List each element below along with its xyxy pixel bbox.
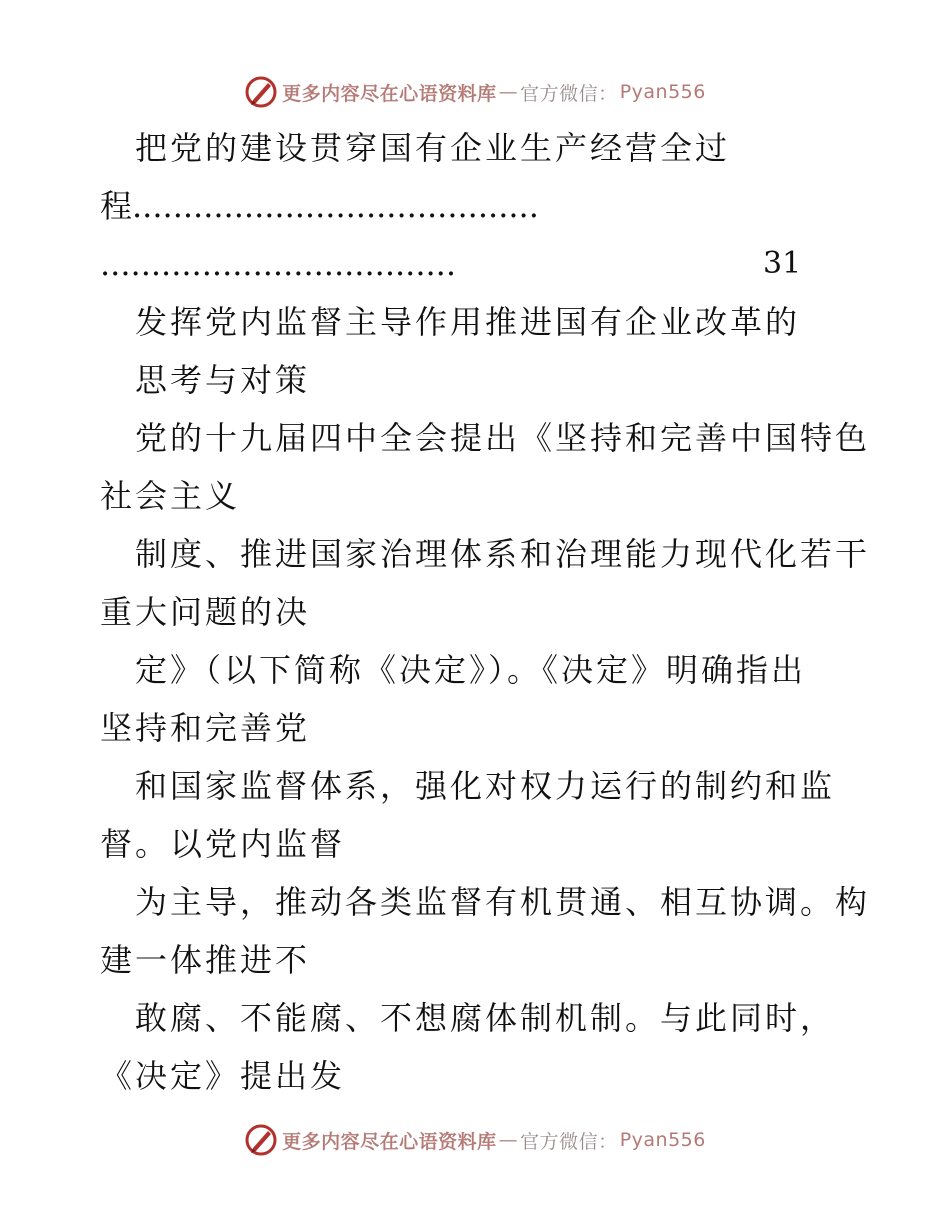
watermark-site-name: 更多内容尽在心语资料库	[282, 1130, 497, 1153]
pen-logo-icon	[244, 1123, 278, 1157]
body-line: 重大问题的决	[100, 593, 311, 631]
watermark-dash: —	[498, 81, 519, 103]
watermark-wechat-label: 官方微信：	[520, 1130, 618, 1153]
toc-page-number: 31	[763, 246, 802, 281]
body-line: 党的十九届四中全会提出《坚持和完善中国特色	[135, 419, 871, 457]
footer-watermark	[0, 1120, 950, 1160]
toc-entry-title-line2: 程	[100, 187, 136, 225]
article-title-line1: 发挥党内监督主导作用推进国有企业改革的	[135, 303, 801, 341]
watermark-site-name: 更多内容尽在心语资料库	[282, 82, 497, 105]
body-line: 敢腐、不能腐、不想腐体制机制。与此同时，	[135, 999, 836, 1037]
toc-leader-dots-line3: ...................................	[100, 245, 457, 283]
body-line: 定》（以下简称《决定》）。《决定》明确指出	[135, 651, 807, 689]
article-title-line2: 思考与对策	[135, 361, 311, 399]
toc-leader-dots-line2: ........................................	[132, 187, 539, 225]
body-line: 制度、推进国家治理体系和治理能力现代化若干	[135, 535, 871, 573]
body-line: 《决定》提出发	[100, 1057, 346, 1095]
body-line: 督。以党内监督	[100, 825, 346, 863]
watermark-wechat-id: Pyan556	[619, 1129, 706, 1151]
body-line: 坚持和完善党	[100, 709, 311, 747]
body-line: 建一体推进不	[100, 941, 311, 979]
body-line: 为主导，推动各类监督有机贯通、相互协调。构	[135, 883, 871, 921]
watermark-wechat-label: 官方微信：	[520, 82, 618, 105]
header-watermark	[0, 72, 950, 112]
body-line: 和国家监督体系，强化对权力运行的制约和监	[135, 767, 836, 805]
watermark-dash: —	[498, 1129, 519, 1151]
body-line: 社会主义	[100, 477, 241, 515]
toc-entry-title-line1: 把党的建设贯穿国有企业生产经营全过	[135, 129, 731, 167]
watermark-wechat-id: Pyan556	[619, 81, 706, 103]
pen-logo-icon	[244, 75, 278, 109]
